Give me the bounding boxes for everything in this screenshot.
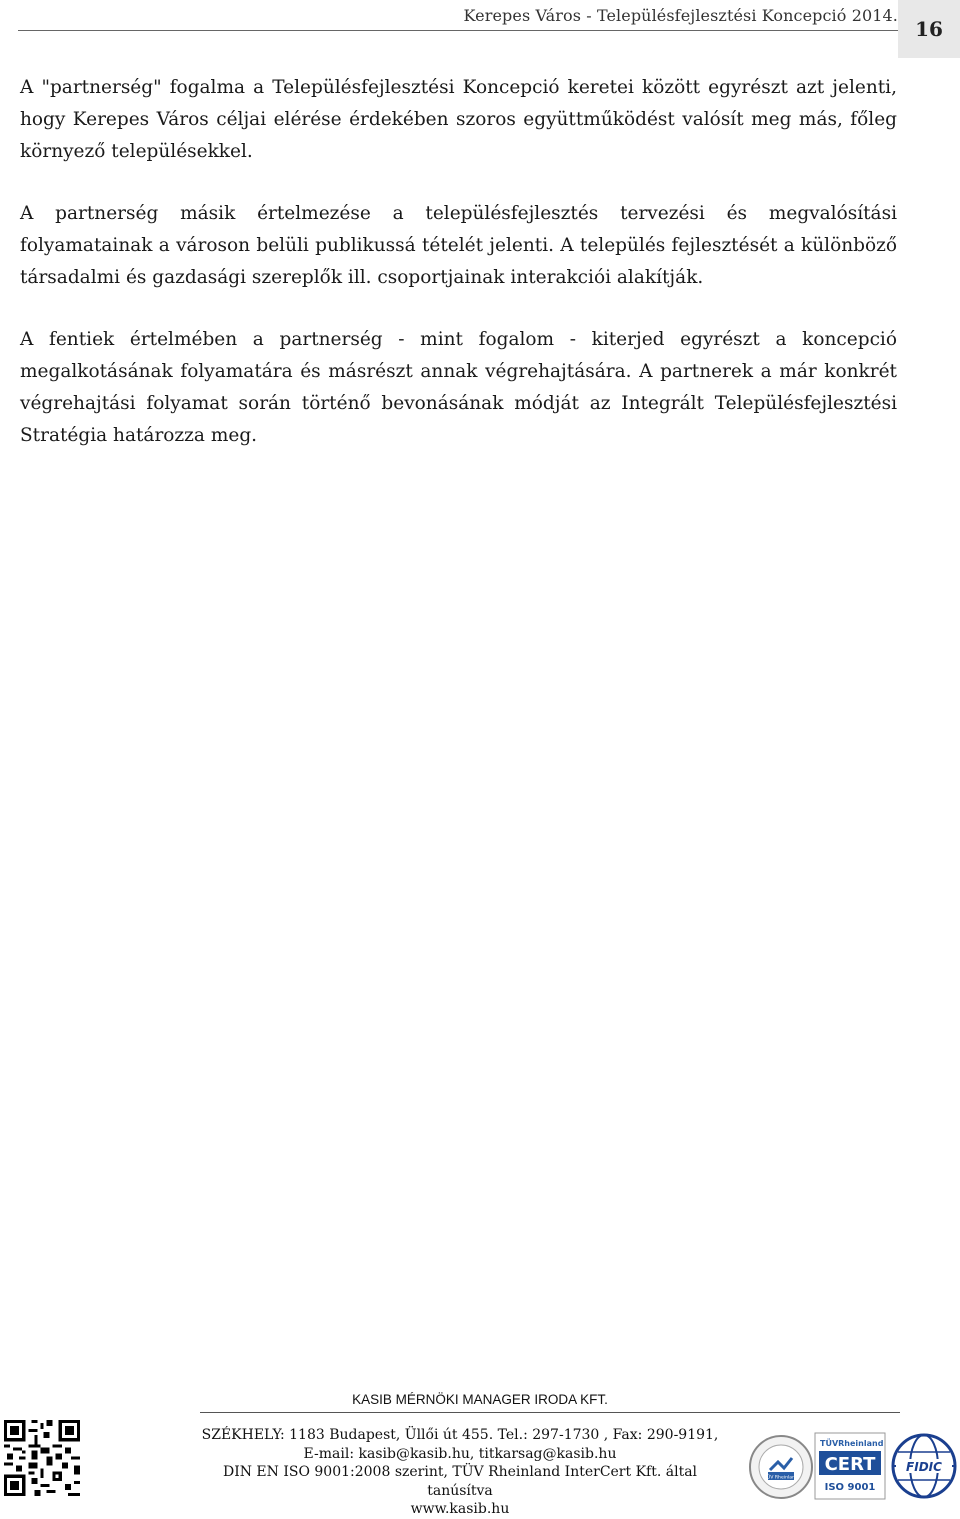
footer-email: E-mail: kasib@kasib.hu, titkarsag@kasib.hu <box>303 1445 617 1462</box>
page-number-badge: 16 <box>898 0 960 58</box>
cert-iso-text: ISO 9001 <box>824 1482 876 1493</box>
cert-word-text: CERT <box>824 1454 876 1475</box>
fidic-logo <box>890 1432 958 1500</box>
paragraph-partnership-publicity: A partnerség másik értelmezése a településfejlesztés tervezési és megvalósítási folyamatainak a városon belüli publikussá tételét jelenti. A település fejlesztését a különböző társadalmi és gazdasági szereplők ill. csoportjainak interakciói alakítják. <box>20 203 897 288</box>
header-divider <box>18 30 898 31</box>
tuv-seal-text: TÜV Rheinland <box>764 1475 798 1481</box>
running-header-title: Kerepes Város - Településfejlesztési Koncepció 2014. <box>463 6 898 25</box>
footer-company-name: KASIB MÉRNÖKI MANAGER IRODA KFT. <box>352 1392 608 1407</box>
tuv-seal-logo <box>748 1434 814 1500</box>
footer-website[interactable]: www.kasib.hu <box>410 1501 510 1517</box>
footer-divider <box>200 1412 900 1413</box>
footer-contact-block <box>200 1426 720 1519</box>
footer-address: SZÉKHELY: 1183 Budapest, Üllői út 455. Tel.: 297-1730 , Fax: 290-9191, <box>201 1427 719 1443</box>
fidic-text: FIDIC <box>906 1460 942 1474</box>
document-body <box>20 72 897 482</box>
qr-code-icon <box>4 1418 80 1498</box>
cert-brand-text: TÜVRheinland <box>820 1439 884 1448</box>
paragraph-partnership-scope: A fentiek értelmében a partnerség - mint fogalom - kiterjed egyrészt a koncepció megalkotásának folyamatára és másrészt annak végrehajtására. A partnerek a már konkrét végrehajtási folyamat során történő bevonásának módját az Integrált Településfejlesztési Stratégia határozza meg. <box>20 329 897 446</box>
footer-certification: DIN EN ISO 9001:2008 szerint, TÜV Rheinland InterCert Kft. által tanúsítva <box>222 1464 698 1499</box>
tuv-cert-iso9001-logo <box>814 1432 886 1500</box>
paragraph-partnership-definition: A "partnerség" fogalma a Településfejlesztési Koncepció keretei között egyrészt azt jelenti, hogy Kerepes Város céljai elérése érdekében szoros együttműködést valósít meg más, főleg környező településekkel. <box>20 77 897 162</box>
